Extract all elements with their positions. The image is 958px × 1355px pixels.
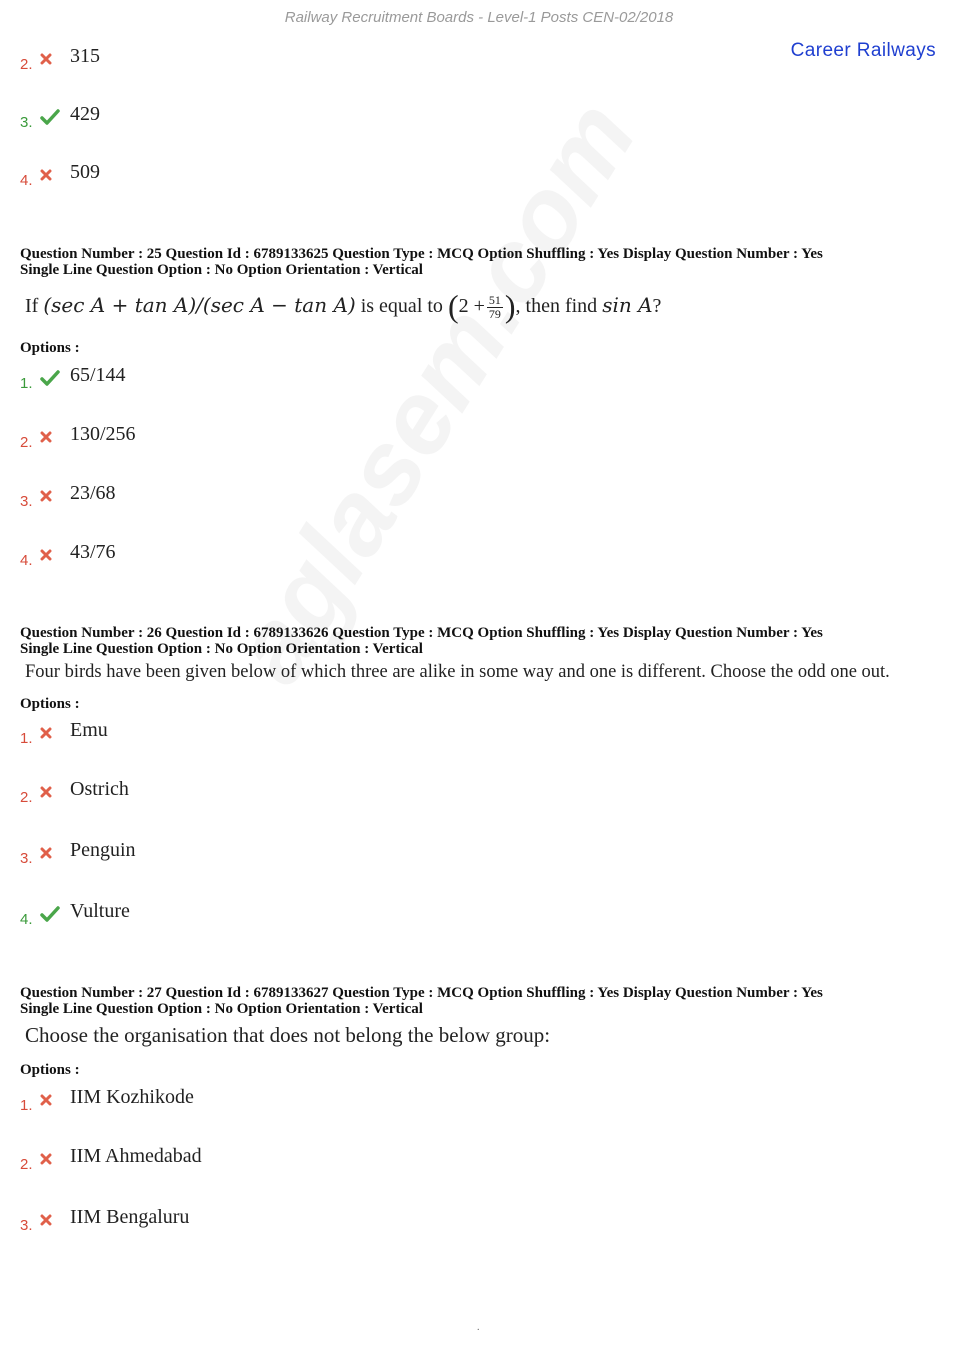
brand-name: Career Railways (790, 40, 936, 61)
question-text-part: ? (652, 295, 662, 317)
option-row (20, 836, 136, 866)
option-text: Ostrich (70, 778, 129, 800)
option-row (20, 420, 136, 450)
option-row (20, 479, 116, 509)
option-text: 130/256 (70, 423, 136, 445)
question-meta-line: Single Line Question Option : No Option Orientation : Vertical (20, 262, 423, 278)
option-number: 1. (20, 730, 33, 747)
cross-icon (40, 164, 70, 186)
option-number: 3. (20, 493, 33, 510)
option-number: 2. (20, 789, 33, 806)
option-row (20, 775, 129, 805)
question-meta-line: Single Line Question Option : No Option Orientation : Vertical (20, 1001, 423, 1017)
question-text-part: is equal to (355, 295, 448, 317)
cross-icon (40, 1209, 70, 1231)
page-header: Railway Recruitment Boards - Level-1 Posts CEN-02/2018 (284, 9, 674, 26)
option-row (20, 361, 126, 391)
option-text: 509 (70, 161, 100, 183)
question-text: If (sec A + tan A)/(sec A − tan A) is equal to (2 + $\frac{51}{79}$ ), then find sin A? (25, 288, 662, 324)
cross-icon (40, 1148, 70, 1170)
option-text: 23/68 (70, 482, 116, 504)
question-text-part: , then find (515, 295, 603, 317)
option-number: 3. (20, 850, 33, 867)
cross-icon (40, 1089, 70, 1111)
cross-icon (40, 842, 70, 864)
option-text: IIM Bengaluru (70, 1206, 190, 1228)
option-row (20, 897, 130, 927)
option-text: 65/144 (70, 364, 126, 386)
check-icon (40, 903, 70, 925)
question-meta-line: Question Number : 25 Question Id : 6789133625 Question Type : MCQ Option Shuffling : Yes Display Question Number : Yes (20, 246, 823, 262)
option-row (20, 1083, 194, 1113)
option-row (20, 1142, 202, 1172)
footer-mark: . (477, 1322, 480, 1333)
option-number: 2. (20, 56, 33, 73)
cross-icon (40, 426, 70, 448)
question-meta-line: Single Line Question Option : No Option Orientation : Vertical (20, 641, 423, 657)
option-text: 429 (70, 103, 100, 125)
cross-icon (40, 485, 70, 507)
fraction-denominator: 79 (488, 306, 501, 321)
option-row (20, 158, 100, 188)
option-text: 315 (70, 45, 100, 67)
question-meta-line: Question Number : 27 Question Id : 6789133627 Question Type : MCQ Option Shuffling : Yes Display Question Number : Yes (20, 985, 823, 1001)
option-number: 3. (20, 114, 33, 131)
option-number: 4. (20, 552, 33, 569)
math-expression: 2 + (458, 295, 485, 317)
option-row (20, 538, 116, 568)
option-text: Penguin (70, 839, 136, 861)
option-number: 2. (20, 434, 33, 451)
fraction (487, 294, 503, 321)
question-meta (20, 985, 940, 1017)
question-meta (20, 246, 940, 278)
question-text-part: If (25, 295, 44, 317)
option-row (20, 100, 100, 130)
question-text: Four birds have been given below of which three are alike in some way and one is different. Choose the odd one out. (25, 662, 890, 682)
question-text: Choose the organisation that does not belong the below group: (25, 1023, 551, 1047)
option-number: 1. (20, 1097, 33, 1114)
cross-icon (40, 544, 70, 566)
option-row (20, 42, 100, 72)
option-text: 43/76 (70, 541, 116, 563)
option-text: IIM Kozhikode (70, 1086, 194, 1108)
option-number: 1. (20, 375, 33, 392)
question-meta-line: Question Number : 26 Question Id : 6789133626 Question Type : MCQ Option Shuffling : Yes Display Question Number : Yes (20, 625, 823, 641)
math-expression: (sec A + tan A)/(sec A − tan A) (43, 293, 356, 317)
cross-icon (40, 722, 70, 744)
watermark (210, 81, 660, 703)
option-text: Vulture (70, 900, 130, 922)
option-row (20, 716, 108, 746)
option-number: 4. (20, 172, 33, 189)
question-meta (20, 625, 940, 657)
cross-icon (40, 781, 70, 803)
fraction-numerator: 51 (488, 292, 501, 307)
options-label: Options : (20, 340, 80, 356)
math-expression: sin A (602, 293, 653, 317)
check-icon (40, 106, 70, 128)
option-text: IIM Ahmedabad (70, 1145, 202, 1167)
option-number: 4. (20, 911, 33, 928)
option-number: 3. (20, 1217, 33, 1234)
options-label: Options : (20, 1062, 80, 1078)
option-number: 2. (20, 1156, 33, 1173)
cross-icon (40, 48, 70, 70)
options-label: Options : (20, 696, 80, 712)
check-icon (40, 367, 70, 389)
option-row (20, 1203, 189, 1233)
option-text: Emu (70, 719, 108, 741)
